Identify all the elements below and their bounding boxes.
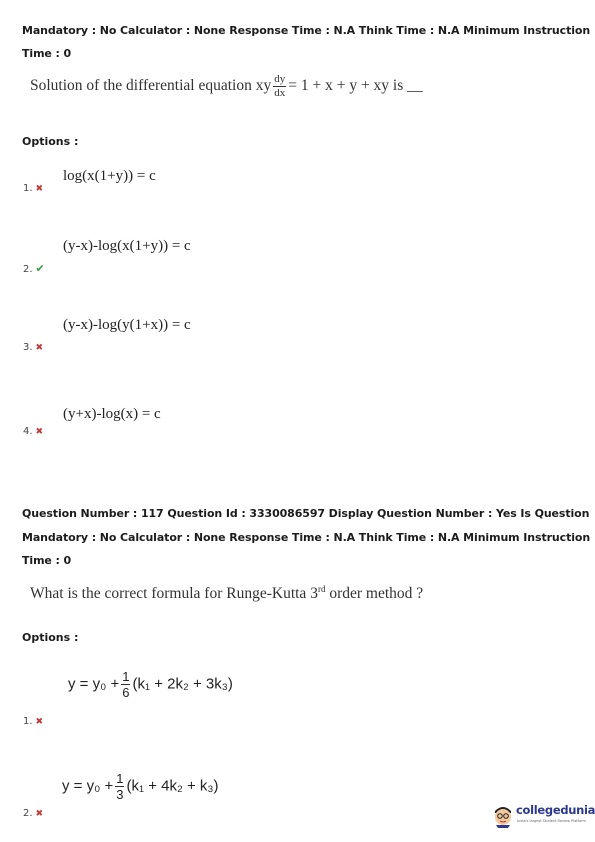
q1-option-3-num: 3. (23, 342, 33, 353)
q1-option-2-text: (y-x)-log(x(1+y)) = c (63, 238, 191, 254)
q1-question-prefix: Solution of the differential equation xy (30, 77, 272, 95)
cross-icon: ✖ (35, 184, 44, 194)
q1-option-2-number (23, 262, 45, 275)
q2-option-2-lhs: y = y₀ + (62, 777, 114, 795)
q2-option-2-num: 2. (23, 808, 33, 819)
q1-options-label: Options : (22, 135, 79, 148)
q1-option-4-number (23, 426, 43, 437)
q2-option-2-frac-num: 1 (116, 771, 124, 786)
q2-option-2-number (23, 808, 43, 819)
q2-meta-line-2: Mandatory : No Calculator : None Response Time : N.A Think Time : N.A Minimum Instruction (22, 531, 591, 544)
q2-option-1-lhs: y = y₀ + (68, 675, 120, 693)
q1-option-4-num: 4. (23, 426, 33, 437)
cross-icon: ✖ (35, 427, 44, 437)
q1-option-1-text: log(x(1+y)) = c (63, 168, 156, 184)
collegedunia-logo (492, 800, 595, 832)
q1-option-4-text: (y+x)-log(x) = c (63, 406, 161, 422)
q1-option-3-number (23, 342, 43, 353)
q2-question-text (30, 584, 423, 603)
q1-meta-line-2: Time : 0 (22, 47, 72, 60)
q1-frac-num: dy (274, 73, 286, 85)
q2-meta-line-1: Question Number : 117 Question Id : 3330086597 Display Question Number : Yes Is Question (22, 507, 590, 520)
cross-icon: ✖ (35, 343, 44, 353)
cross-icon: ✖ (35, 717, 44, 727)
q2-option-1-frac-den: 6 (122, 685, 130, 700)
q2-option-1-number (23, 716, 43, 727)
q2-option-2-formula (62, 772, 219, 801)
logo-tagline: India's largest Student Review Platform (517, 819, 586, 823)
q1-derivative-fraction (273, 74, 286, 99)
q1-question-text (30, 74, 423, 99)
mascot-icon (492, 802, 514, 828)
cross-icon: ✖ (35, 809, 44, 819)
q2-option-2-frac-den: 3 (116, 787, 124, 802)
q2-option-1-frac-num: 1 (122, 669, 130, 684)
q2-question-prefix: What is the correct formula for Runge-Kutta 3 (30, 585, 318, 603)
q1-meta-line-1: Mandatory : No Calculator : None Response Time : N.A Think Time : N.A Minimum Instruction (22, 24, 591, 37)
q1-frac-den: dx (274, 87, 286, 99)
check-icon: ✔ (35, 262, 45, 275)
q1-option-2-num: 2. (23, 264, 33, 275)
q2-option-1-rhs: (k₁ + 2k₂ + 3k₃) (132, 675, 233, 693)
q2-option-2-fraction (115, 772, 124, 801)
q1-question-suffix: = 1 + x + y + xy is __ (288, 77, 423, 95)
q2-option-2-rhs: (k₁ + 4k₂ + k₃) (126, 777, 219, 795)
q1-option-1-number (23, 183, 43, 194)
q2-option-1-formula (68, 670, 233, 699)
q2-option-1-num: 1. (23, 716, 33, 727)
q1-option-1-num: 1. (23, 183, 33, 194)
q2-question-sup: rd (317, 584, 326, 594)
logo-name: collegedunia (516, 803, 595, 817)
q2-meta-line-3: Time : 0 (22, 554, 72, 567)
q1-option-3-text: (y-x)-log(y(1+x)) = c (63, 317, 191, 333)
q2-option-1-fraction (121, 670, 130, 699)
q2-options-label: Options : (22, 631, 79, 644)
q2-question-suffix: order method ? (325, 585, 424, 603)
